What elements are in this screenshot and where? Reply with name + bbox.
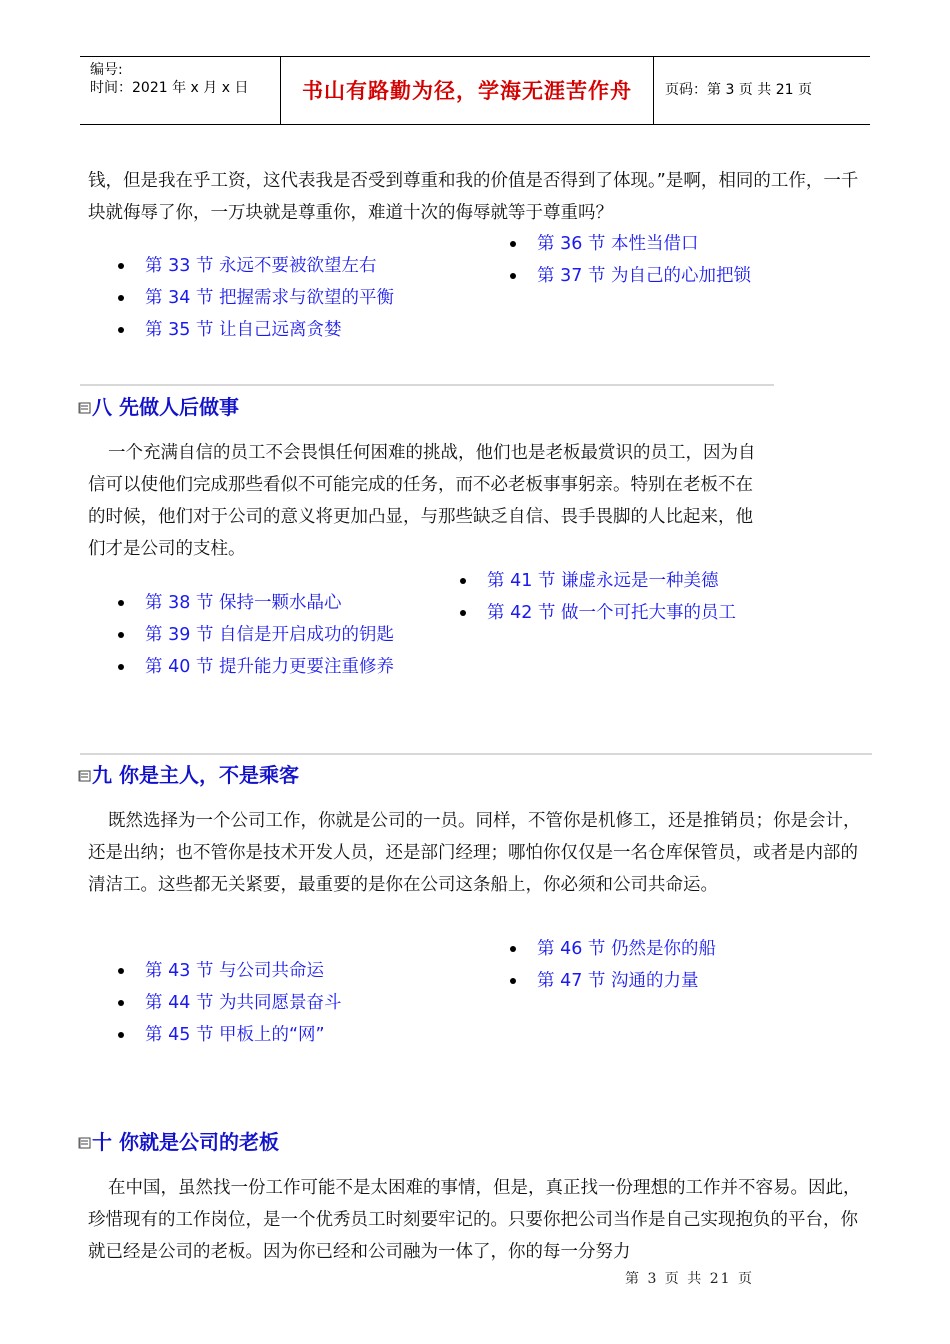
list-item[interactable]: 第 34 节 把握需求与欲望的平衡 — [145, 286, 394, 310]
header-page-code: 页码：第 3 页 共 21 页 — [665, 82, 812, 98]
header-motto: 书山有路勤为径，学海无涯苦作舟 — [280, 57, 654, 124]
list-item[interactable]: 第 46 节 仍然是你的船 — [537, 937, 716, 961]
list-item[interactable]: 第 45 节 甲板上的“网” — [145, 1023, 325, 1047]
section-heading[interactable]: 九 你是主人，不是乘客 — [78, 761, 299, 789]
list-item[interactable]: 第 47 节 沟通的力量 — [537, 969, 698, 993]
section-heading[interactable]: 八 先做人后做事 — [78, 393, 239, 421]
page-header — [80, 56, 870, 125]
bullet-icon — [510, 273, 516, 279]
document-icon — [78, 401, 92, 415]
section-paragraph: 一个充满自信的员工不会畏惧任何困难的挑战，他们也是老板最赏识的员工，因为自信可以使他们完成那些看似不可能完成的任务，而不必老板事事躬亲。特别在老板不在的时候，他们对于公司的意义将更加凸显，与那些缺乏自信、畏手畏脚的人比起来，他们才是公司的支柱。 — [88, 443, 756, 559]
list-item[interactable]: 第 41 节 谦虚永远是一种美德 — [487, 569, 718, 593]
document-icon — [78, 1136, 92, 1150]
page-footer: 第 3 页 共 21 页 — [625, 1271, 754, 1287]
list-item[interactable]: 第 37 节 为自己的心加把锁 — [537, 264, 751, 288]
bullet-icon — [118, 295, 124, 301]
list-item[interactable]: 第 38 节 保持一颗水晶心 — [145, 591, 341, 615]
list-item[interactable]: 第 44 节 为共同愿景奋斗 — [145, 991, 341, 1015]
header-meta — [80, 57, 280, 124]
document-icon — [78, 769, 92, 783]
bullet-icon — [118, 1000, 124, 1006]
list-item[interactable]: 第 43 节 与公司共命运 — [145, 959, 324, 983]
divider — [80, 384, 774, 386]
list-item[interactable]: 第 36 节 本性当借口 — [537, 232, 698, 256]
bullet-icon — [510, 978, 516, 984]
bullet-icon — [118, 968, 124, 974]
section-heading[interactable]: 十 你就是公司的老板 — [78, 1128, 279, 1156]
section-paragraph: 在中国，虽然找一份工作可能不是太困难的事情，但是，真正找一份理想的工作并不容易。因此，珍惜现有的工作岗位，是一个优秀员工时刻要牢记的。只要你把公司当作是自己实现抱负的平台，你就已经是公司的老板。因为你已经和公司融为一体了，你的每一分努力 — [88, 1178, 861, 1262]
bullet-icon — [460, 610, 466, 616]
list-item[interactable]: 第 35 节 让自己远离贪婪 — [145, 318, 341, 342]
bullet-icon — [118, 600, 124, 606]
bullet-icon — [510, 241, 516, 247]
bullet-icon — [118, 664, 124, 670]
bullet-icon — [118, 632, 124, 638]
list-item[interactable]: 第 40 节 提升能力更要注重修养 — [145, 655, 394, 679]
section-paragraph: 既然选择为一个公司工作，你就是公司的一员。同样，不管你是机修工，还是推销员；你是会计，还是出纳；也不管你是技术开发人员，还是部门经理；哪怕你仅仅是一名仓库保管员，或者是内部的清洁工。这些都无关紧要，最重要的是你在公司这条船上，你必须和公司共命运。 — [88, 811, 861, 895]
time-label: 时间：2021 年 x 月 x 日 — [90, 80, 249, 96]
bullet-icon — [118, 1032, 124, 1038]
list-item[interactable]: 第 42 节 做一个可托大事的员工 — [487, 601, 736, 625]
list-item[interactable]: 第 39 节 自信是开启成功的钥匙 — [145, 623, 394, 647]
bullet-icon — [118, 327, 124, 333]
number-label: 编号: — [90, 62, 123, 78]
divider — [80, 753, 872, 755]
bullet-icon — [510, 946, 516, 952]
bullet-icon — [460, 578, 466, 584]
bullet-icon — [118, 263, 124, 269]
intro-paragraph: 钱，但是我在乎工资，这代表我是否受到尊重和我的价值是否得到了体现。”是啊，相同的工作，一千块就侮辱了你，一万块就是尊重你，难道十次的侮辱就等于尊重吗？ — [88, 171, 859, 223]
list-item[interactable]: 第 33 节 永远不要被欲望左右 — [145, 254, 376, 278]
